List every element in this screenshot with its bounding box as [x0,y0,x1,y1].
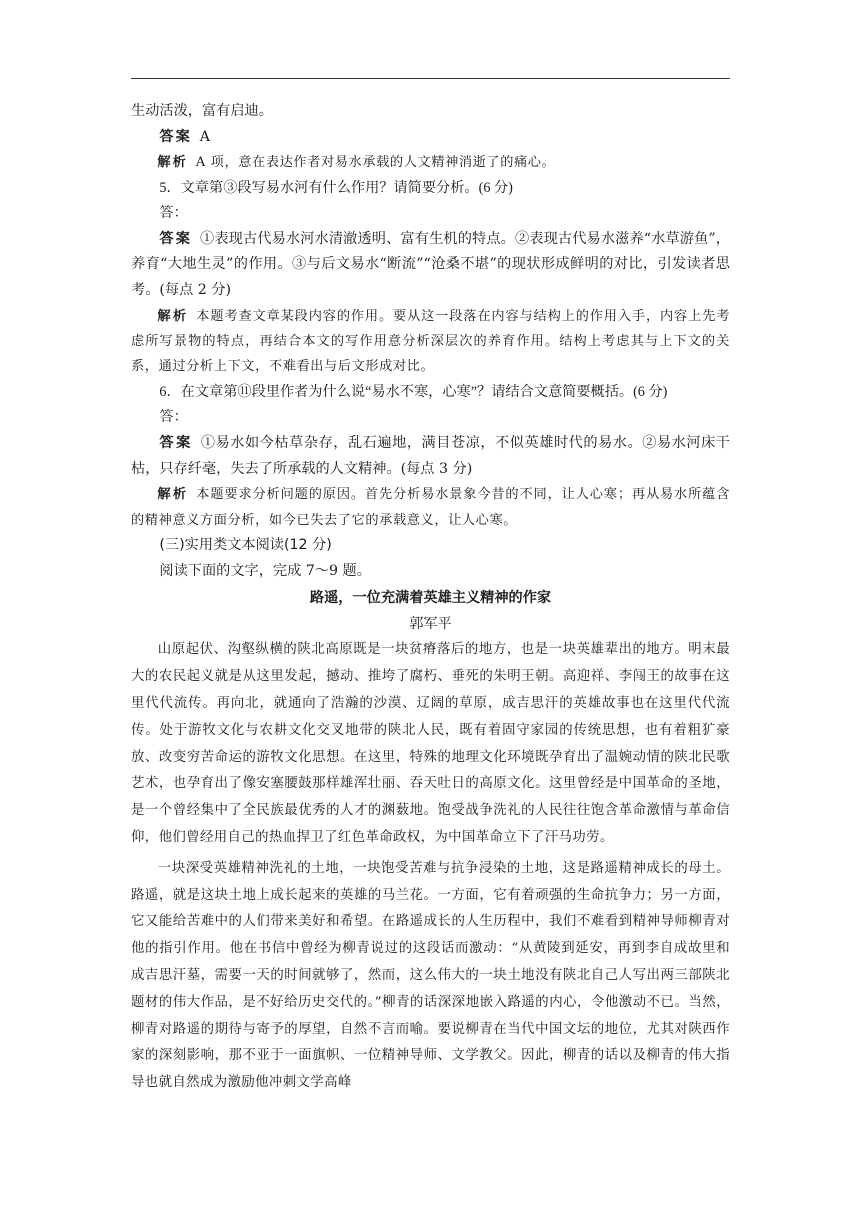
answer-text: ①表现古代易水河水清澈透明、富有生机的特点。②表现古代易水滋养“水草游鱼”，养育“大地生灵”的作用。③与后文易水“断流”“沧桑不堪”的现状形成鲜明的对比，引发读者思考。(每点 2 分) [131,230,730,298]
q6-answer [131,431,730,482]
section-title: (三)实用类文本阅读(12 分) [159,536,332,553]
answer-text: ①易水如今枯草杂存，乱石遍地，满目苍凉，不似英雄时代的易水。②易水河床干枯，只存纤毫，失去了所承载的人文精神。(每点 3 分) [131,434,730,477]
header-rule [131,78,730,79]
q4-analysis [131,150,730,175]
q5-answer [131,227,730,304]
answer-prompt: 答： [159,205,188,222]
answer-prompt: 答： [159,409,188,426]
article-paragraph: 一块深受英雄精神洗礼的土地，一块饱受苦难与抗争浸染的土地，这是路遥精神成长的母土。路遥，就是这块土地上成长起来的英雄的马兰花。一方面，它有着顽强的生命抗争力；另一方面，它又能给苦难中的人们带来美好和希望。在路遥成长的人生历程中，我们不难看到精神导师柳青对他的指引作用。他在书信中曾经为柳青说过的这段话而激动：“从黄陵到延安，再到李自成故里和成吉思汗墓，需要一天的时间就够了，然而，这么伟大的一块土地没有陕北自己人写出两三部陕北题材的伟大作品，是不好给历史交代的。”柳青的话深深地嵌入路遥的内心，令他激动不已。当然，柳青对路遥的期待与寄予的厚望，自然不言而喻。要说柳青在当代中国文坛的地位，尤其对陕西作家的深刻影响，那不亚于一面旗帜、一位精神导师、文学教父。因此，柳青的话以及柳青的伟大指导也就自然成为激励他冲刺文学高峰 [131,860,730,1091]
article-title: 路遥，一位充满着英雄主义精神的作家 [309,590,552,607]
continuation-text: 生动活泼，富有启迪。 [131,103,273,119]
answer-text: A [199,128,211,145]
article-paragraph: 山原起伏、沟壑纵横的陕北高原既是一块贫瘠落后的地方，也是一块英雄辈出的地方。明末最大的农民起义就是从这里发起，撼动、推垮了腐朽、垂死的朱明王朝。高迎祥、李闯王的故事在这里代代流传。再向北，就通向了浩瀚的沙漠、辽阔的草原，成吉思汗的英雄故事也在这里代代流传。处于游牧文化与农耕文化交叉地带的陕北人民，既有着固守家园的传统思想，也有着粗犷豪放、改变穷苦命运的游牧文化思想。在这里，特殊的地理文化环境既孕育出了温婉动情的陕北民歌艺术，也孕育出了像安塞腰鼓那样雄浑壮丽、吞天吐日的高原文化。这里曾经是中国革命的圣地，是一个曾经集中了全民族最优秀的人才的渊薮地。饱受战争洗礼的人民往往饱含革命激情与革命信仰，他们曾经用自己的热血捍卫了红色革命政权，为中国革命立下了汗马功劳。 [131,642,730,845]
analysis-label: 解析 [157,155,188,171]
analysis-text: 本题要求分析问题的原因。首先分析易水景象今昔的不同，让人心寒；再从易水所蕴含的精神意义方面分析，如今已失去了它的承载意义，让人心寒。 [131,487,731,528]
analysis-text: 本题考查文章某段内容的作用。要从这一段落在内容与结构上的作用入手，内容上先考虑所写景物的特点，再结合本文的写作用意分析深层次的养育作用。结构上考虑其与上下文的关系，通过分析上下文，不难看出与后文形成对比。 [131,308,731,375]
answer-label: 答案 [159,434,193,451]
article-author: 郭军平 [409,615,452,632]
page-content [131,99,730,1097]
analysis-text: A 项，意在表达作者对易水承载的人文精神消逝了的痛心。 [195,155,556,171]
analysis-label: 解析 [157,308,189,324]
answer-label: 答案 [159,128,192,145]
q6-analysis [131,482,730,533]
question-5: 5．文章第③段写易水河有什么作用？请简要分析。(6 分) [159,179,513,196]
q5-analysis [131,304,730,380]
analysis-label: 解析 [157,487,189,503]
q4-answer [131,125,730,151]
section-instruction: 阅读下面的文字，完成 7～9 题。 [159,562,371,579]
answer-label: 答案 [159,230,193,247]
question-6: 6．在文章第⑪段里作者为什么说“易水不寒，心寒”？请结合文意简要概括。(6 分) [159,383,668,400]
